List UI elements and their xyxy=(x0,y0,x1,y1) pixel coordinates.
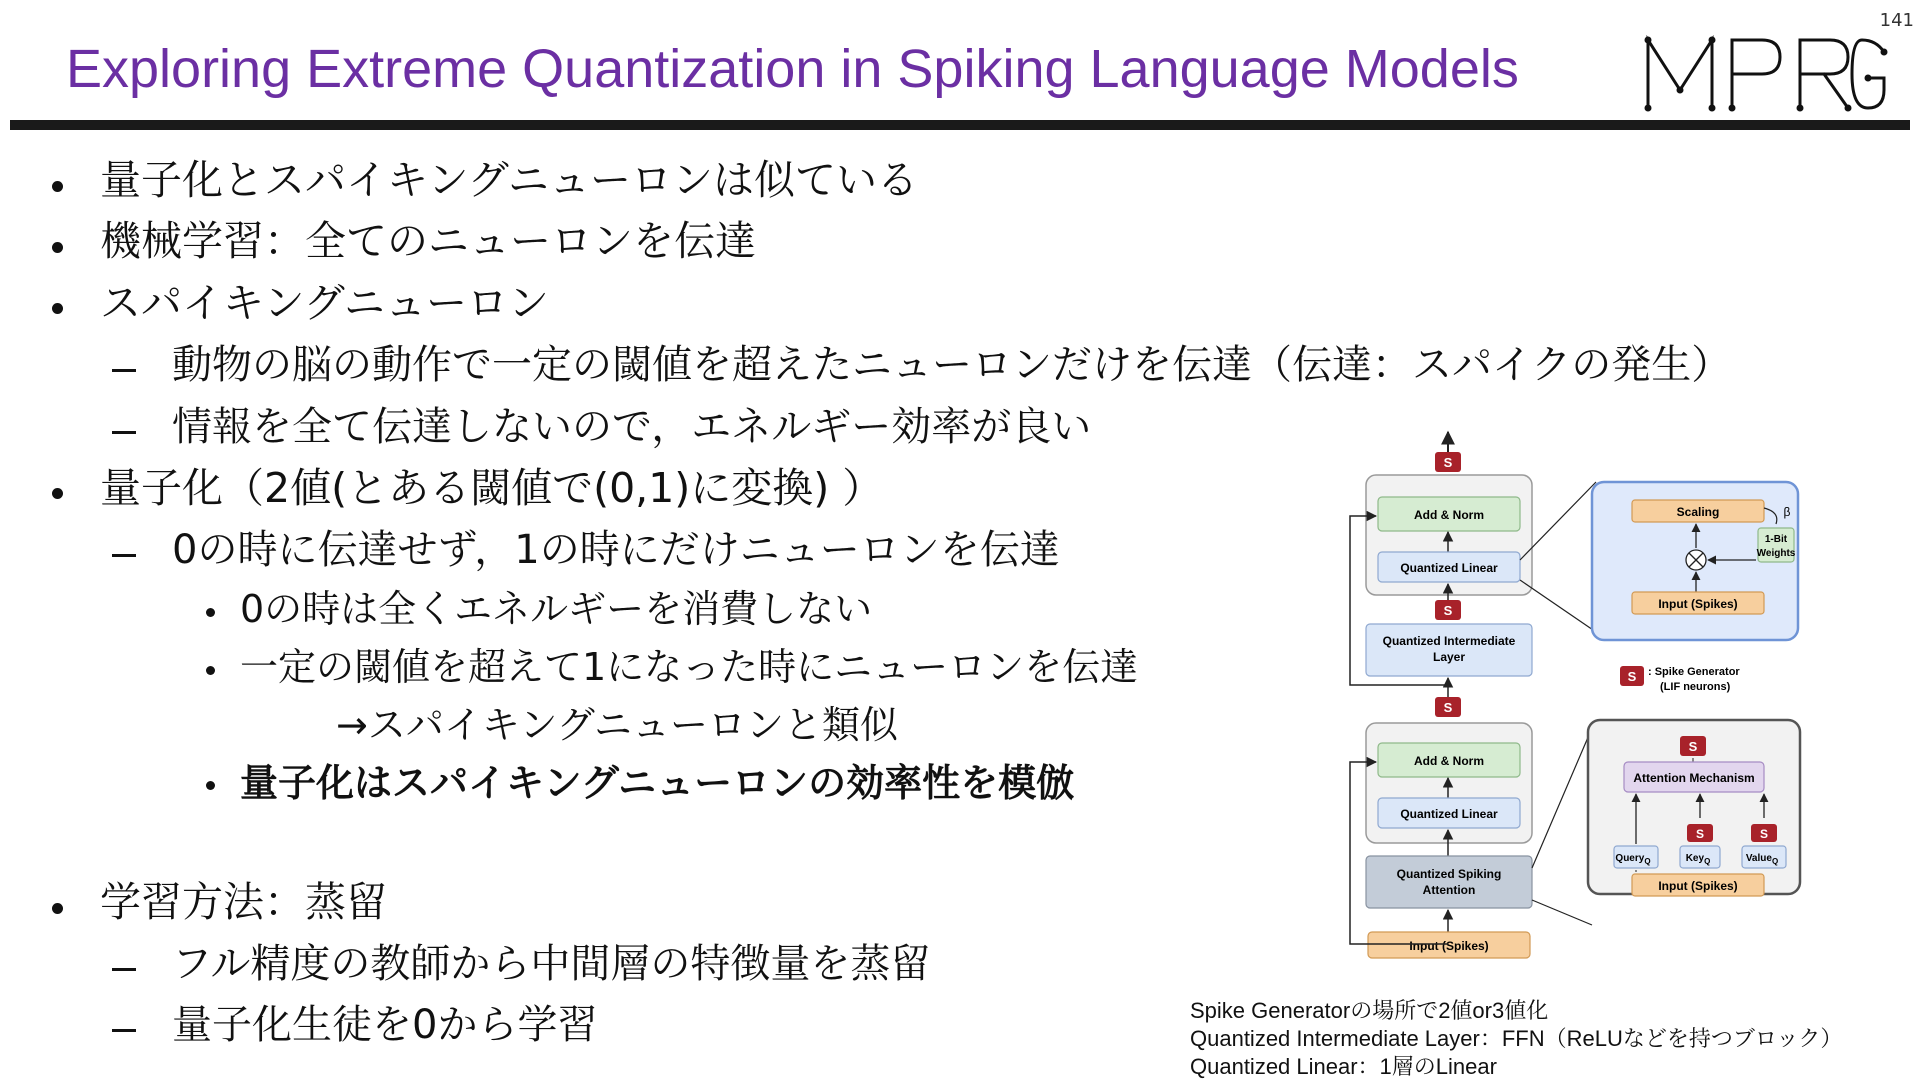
key-label: Key$_Q$ xyxy=(1685,853,1711,866)
bullet-3-1: 動物の脳の動作で一定の閾値を超えたニューロンだけを伝達（伝達：スパイクの発生） xyxy=(172,342,1732,388)
add-norm-lower-label: Add & Norm xyxy=(1414,754,1484,768)
bullet-dot xyxy=(52,181,63,192)
sub-bullet-dash xyxy=(112,968,136,971)
bullet-4-1-2-continuation: →スパイキングニューロンと類似 xyxy=(336,703,898,747)
bullet-5-2: 量子化生徒を0から学習 xyxy=(172,1002,598,1048)
bullet-5-1: フル精度の教師から中間層の特徴量を蒸留 xyxy=(172,941,931,987)
legend-spike-label: S xyxy=(1627,669,1637,684)
one-bit-label-line2: Weights xyxy=(1756,548,1796,559)
qil-label-line2: Layer xyxy=(1432,650,1466,664)
note-line-3: Quantized Linear：1層のLinear xyxy=(1190,1054,1497,1079)
bullet-dot xyxy=(206,666,215,675)
bullet-dot xyxy=(52,903,63,914)
mprg-logo xyxy=(1640,30,1890,120)
quantized-spiking-attention xyxy=(1366,856,1532,908)
bullet-dot xyxy=(206,608,215,617)
spike-label: S xyxy=(1688,739,1698,754)
attention-mechanism-label: Attention Mechanism xyxy=(1633,771,1755,785)
sub-bullet-dash xyxy=(112,554,136,557)
qsa-label-line2: Attention xyxy=(1422,883,1476,897)
sub-bullet-dash xyxy=(112,431,136,434)
bullet-dot xyxy=(52,303,63,314)
input-spikes-main-label: Input (Spikes) xyxy=(1409,939,1489,953)
input-spikes-attention-label: Input (Spikes) xyxy=(1658,879,1738,893)
title-underline xyxy=(10,120,1910,130)
add-norm-upper-label: Add & Norm xyxy=(1414,508,1484,522)
bullet-4-1-3: 量子化はスパイキングニューロンの効率性を模倣 xyxy=(240,761,1075,805)
note-line-2: Quantized Intermediate Layer：FFN（ReLUなどを持つブロック） xyxy=(1190,1026,1843,1051)
bullet-dot xyxy=(52,242,63,253)
legend-text-line1: : Spike Generator xyxy=(1648,666,1740,678)
scaling-label: Scaling xyxy=(1676,505,1720,519)
bullet-4-1-1: 0の時は全くエネルギーを消費しない xyxy=(240,587,873,631)
bullet-1: 量子化とスパイキングニューロンは似ている xyxy=(100,156,918,204)
bullet-3-2: 情報を全て伝達しないので，エネルギー効率が良い xyxy=(172,404,1092,450)
note-line-1: Spike Generatorの場所で2値or3値化 xyxy=(1190,998,1549,1023)
value-label: Value$_Q$ xyxy=(1745,853,1779,866)
bullet-4-1: 0の時に伝達せず，1の時にだけニューロンを伝達 xyxy=(172,527,1060,573)
sub-bullet-dash xyxy=(112,1029,136,1032)
bullet-4-1-2: 一定の閾値を超えて1になった時にニューロンを伝達 xyxy=(240,645,1139,689)
spike-label: S xyxy=(1443,603,1453,618)
spike-label: S xyxy=(1759,827,1769,841)
spike-label: S xyxy=(1443,700,1453,715)
legend-text-line2: (LIF neurons) xyxy=(1660,681,1731,693)
bullet-dot xyxy=(206,781,215,790)
architecture-diagram xyxy=(1320,420,1920,960)
spike-label: S xyxy=(1695,827,1705,841)
one-bit-label-line1: 1-Bit xyxy=(1764,534,1788,545)
sub-bullet-dash xyxy=(112,369,136,372)
spike-label: S xyxy=(1443,455,1453,470)
bullet-dot xyxy=(52,488,63,499)
bullet-4: 量子化（2値(とある閾値で(0,1)に変換) ） xyxy=(100,464,884,512)
qsa-label-line1: Quantized Spiking xyxy=(1396,867,1502,881)
query-label: Query$_Q$ xyxy=(1615,853,1651,866)
page-number: 141 xyxy=(1879,10,1914,31)
beta-label: β xyxy=(1783,505,1791,519)
bullet-3: スパイキングニューロン xyxy=(100,279,549,327)
slide-title: Exploring Extreme Quantization in Spiking Language Models xyxy=(66,39,1519,99)
bullet-2: 機械学習：全てのニューロンを伝達 xyxy=(100,217,756,265)
quantized-linear-lower-label: Quantized Linear xyxy=(1400,807,1498,821)
qil-label-line1: Quantized Intermediate xyxy=(1382,634,1516,648)
quantized-linear-upper-label: Quantized Linear xyxy=(1400,561,1498,575)
input-spikes-detail-label: Input (Spikes) xyxy=(1658,597,1738,611)
bullet-5: 学習方法：蒸留 xyxy=(100,878,387,926)
